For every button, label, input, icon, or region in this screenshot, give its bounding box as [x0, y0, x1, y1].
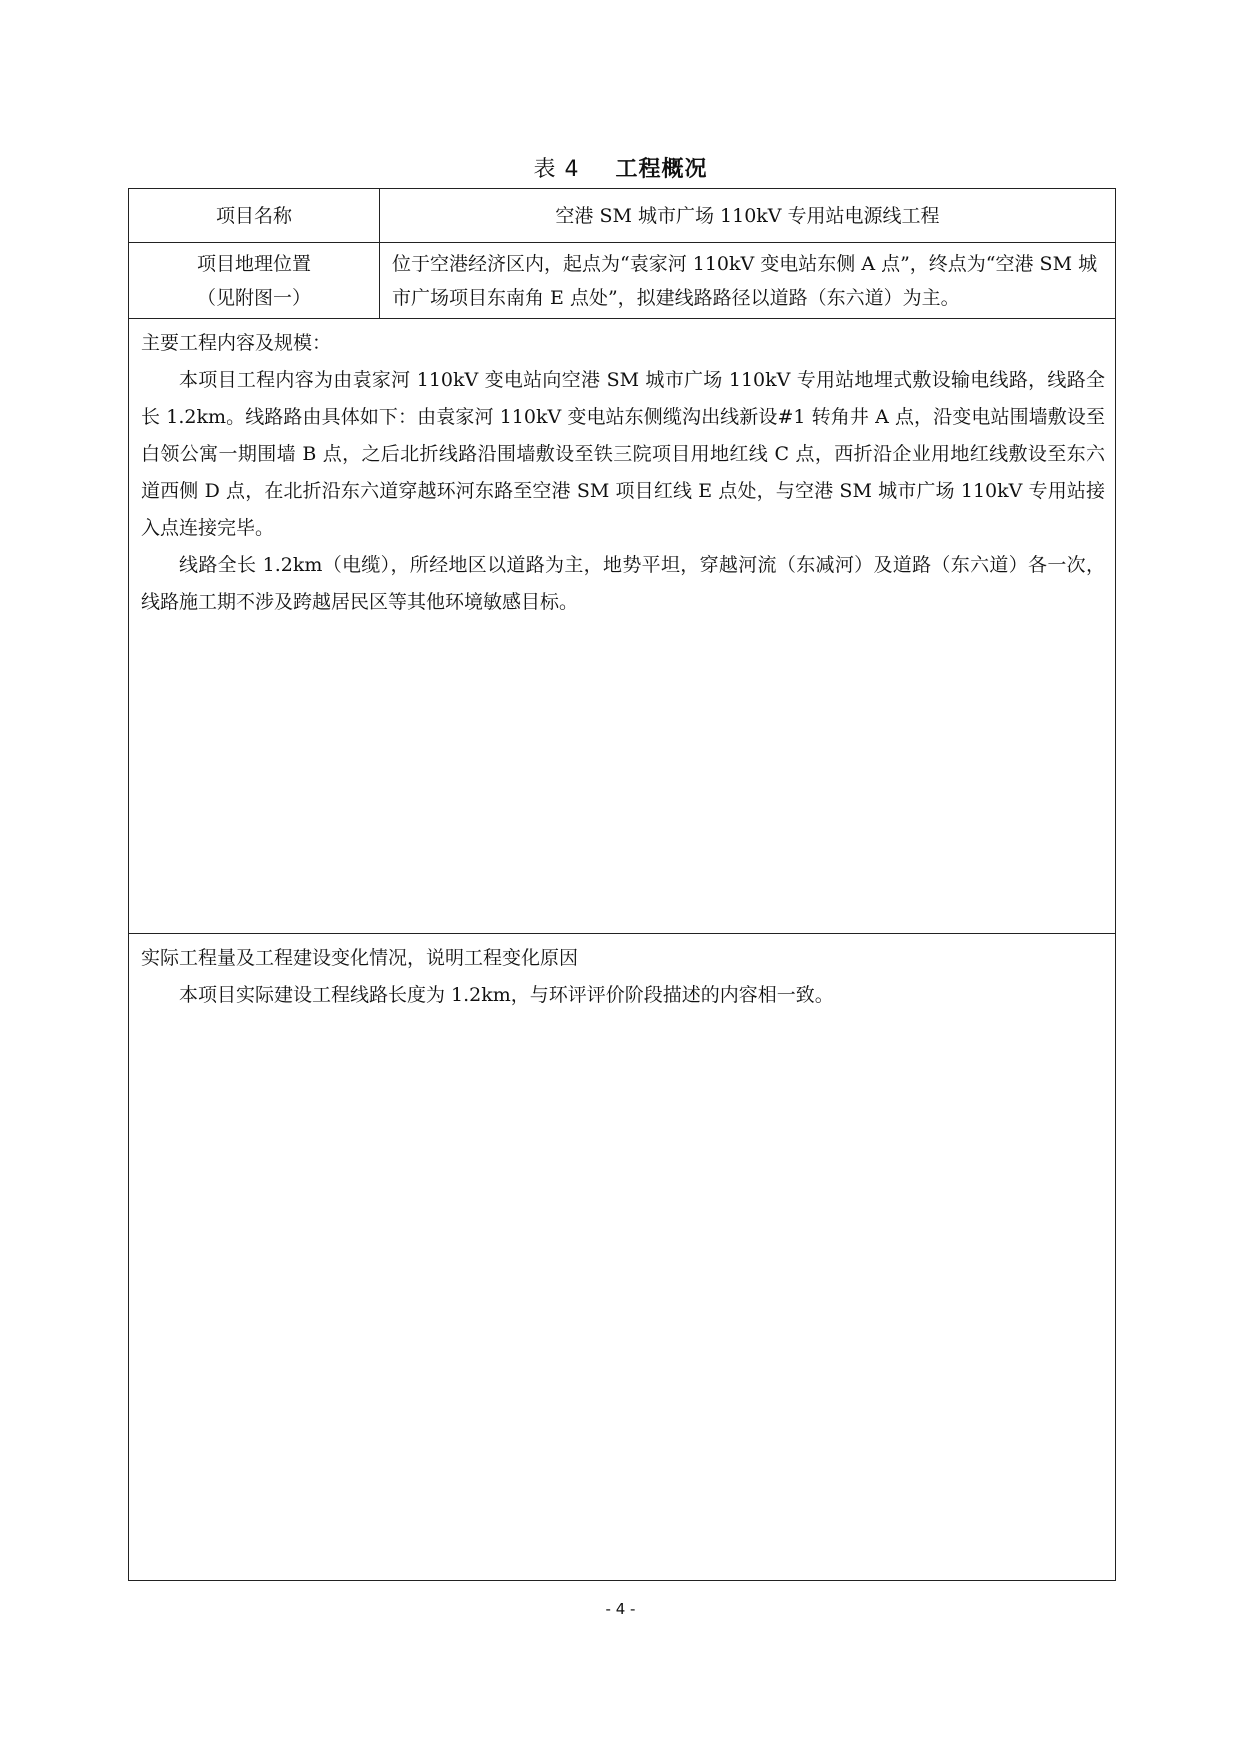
page-number: - 4 -	[605, 1600, 636, 1618]
main-content-paragraph-1: 本项目工程内容为由袁家河 110kV 变电站向空港 SM 城市广场 110kV 专用站地埋式敷设输电线路，线路全长 1.2km。线路路由具体如下：由袁家河 110kV 变电站东侧缆沟出线新设#1 转角井 A 点，沿变电站围墙敷设至白领公寓一期围墙 B 点，之后北折线路沿围墙敷设至铁三院项目用地红线 C 点，西折沿企业用地红线敷设至东六道西侧 D 点，在北折沿东六道穿越环河东路至空港 SM 项目红线 E 点处，与空港 SM 城市广场 110kV 专用站接入点连接完毕。	[141, 369, 1105, 539]
project-name-label: 项目名称	[215, 204, 292, 227]
location-label-cell	[129, 243, 380, 318]
actual-changes-paragraph-1: 本项目实际建设工程线路长度为 1.2km，与环评评价阶段描述的内容相一致。	[179, 984, 834, 1006]
table-row-project-name	[129, 189, 1115, 243]
location-label-line2: （见附图一）	[196, 286, 311, 309]
table-row-location	[129, 243, 1115, 319]
location-value-cell	[380, 243, 1115, 318]
actual-changes-block	[141, 940, 1105, 1014]
table-row-main-content	[129, 319, 1115, 934]
project-name-value-cell	[380, 189, 1115, 242]
main-content-heading: 主要工程内容及规模：	[141, 332, 332, 354]
table-title	[0, 152, 1241, 183]
table-number: 表 4	[533, 157, 580, 182]
project-name-label-cell	[129, 189, 380, 242]
table-row-actual-changes	[129, 934, 1115, 1580]
location-value: 位于空港经济区内，起点为“袁家河 110kV 变电站东侧 A 点”，终点为“空港 SM 城市广场项目东南角 E 点处”，拟建线路路径以道路（东六道）为主。	[392, 252, 1098, 309]
table-caption: 工程概况	[615, 157, 708, 182]
project-name-value: 空港 SM 城市广场 110kV 专用站电源线工程	[555, 204, 940, 227]
main-content-paragraph-2: 线路全长 1.2km（电缆），所经地区以道路为主，地势平坦，穿越河流（东减河）及道路（东六道）各一次，线路施工期不涉及跨越居民区等其他环境敏感目标。	[141, 554, 1105, 613]
location-label-line1: 项目地理位置	[196, 252, 311, 275]
actual-changes-heading: 实际工程量及工程建设变化情况，说明工程变化原因	[141, 947, 579, 969]
project-overview-table	[128, 188, 1116, 1581]
main-content-block	[141, 325, 1105, 621]
